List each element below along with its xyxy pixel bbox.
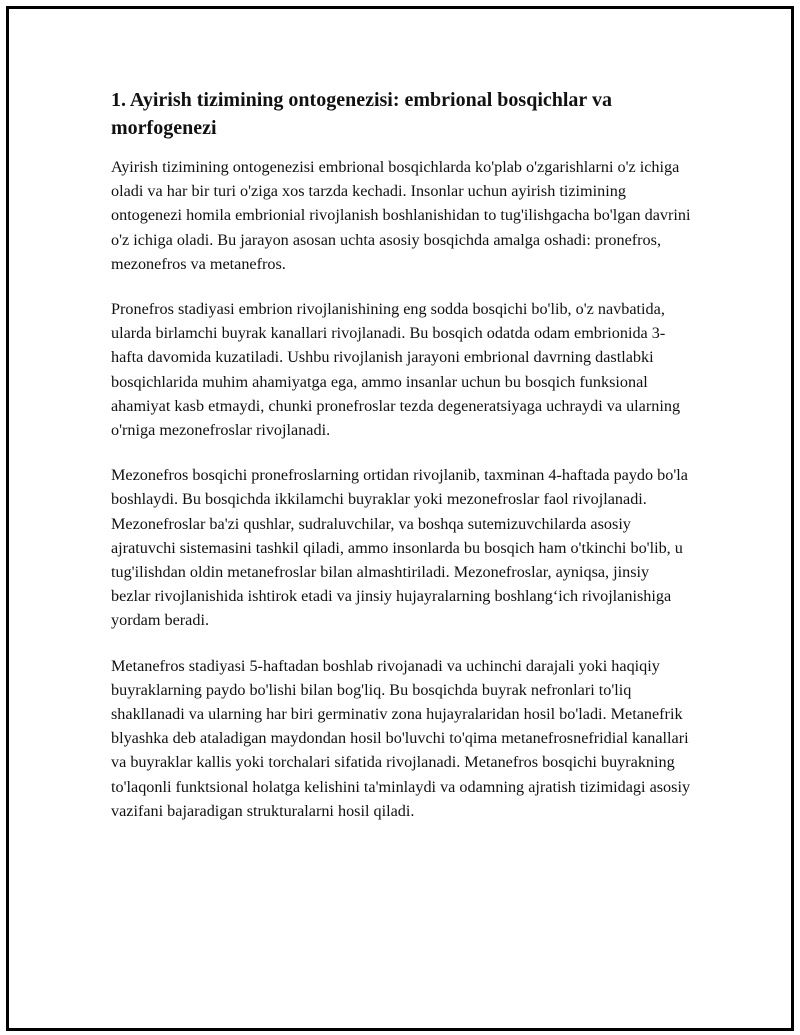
document-title: 1. Ayirish tizimining ontogenezisi: embrional bosqichlar va morfogenezi: [111, 89, 612, 139]
document-body: [111, 86, 691, 844]
paragraph-metanefros: Metanefros stadiyasi 5-haftadan boshlab rivojanadi va uchinchi darajali yoki haqiqiy buyraklarning paydo bo'lishi bilan bog'liq. Bu bosqichda buyrak nefronlari to'liq shakllanadi va ularning har biri germinativ zona hujayralaridan hosil bo'ladi. Metanefrik blyashka deb ataladigan maydondan hosil bo'luvchi to'qima metanefrosnefridial kanallari va buyraklar kallis yoki torchalari sifatida rivojlanadi. Metanefros bosqichi buyrakning to'laqonli funktsional holatga kelishini ta'minlaydi va odamning ajratish tizimidagi asosiy vazifani bajaradigan strukturalarni hosil qiladi.: [111, 656, 691, 820]
paragraph-pronefros: Pronefros stadiyasi embrion rivojlanishining eng sodda bosqichi bo'lib, o'z navbatida, ularda birlamchi buyrak kanallari rivojlanadi. Bu bosqich odatda odam embrionida 3-hafta davomida kuzatiladi. Ushbu rivojlanish jarayoni embrional davrning dastlabki bosqichlarida muhim ahamiyatga ega, ammo insanlar uchun bu bosqich funksional ahamiyat kasb etmaydi, chunki pronefroslar tezda degeneratsiyaga uchraydi va ularning o'rniga mezonefroslar rivojlanadi.: [111, 300, 681, 440]
paragraph-intro: Ayirish tizimining ontogenezisi embrional bosqichlarda ko'plab o'zgarishlarni o'z ichiga oladi va har bir turi o'ziga xos tarzda kechadi. Insonlar uchun ayirish tizimining ontogenezi homila embrionial rivojlanish boshlanishidan to tug'ilishgacha bo'lgan davrini o'z ichiga oladi. Bu jarayon asosan uchta asosiy bosqichda amalga oshadi: pronefros, mezonefros va metanefros.: [111, 158, 691, 273]
paragraph-mezonefros: Mezonefros bosqichi pronefroslarning ortidan rivojlanib, taxminan 4-haftada paydo bo'la boshlaydi. Bu bosqichda ikkilamchi buyraklar yoki mezonefroslar faol rivojlanadi. Mezonefroslar ba'zi qushlar, sudraluvchilar, va boshqa sutemizuvchilarda asosiy ajratuvchi sistemasini tashkil qiladi, ammo insonlarda bu bosqich ham o'tkinchi bo'lib, u tug'ilishdan oldin metanefroslar bilan almashtiriladi. Mezonefroslar, ayniqsa, jinsiy bezlar rivojlanishida ishtirok etadi va jinsiy hujayralarning boshlang‘ich rivojlanishiga yordam beradi.: [111, 466, 688, 630]
